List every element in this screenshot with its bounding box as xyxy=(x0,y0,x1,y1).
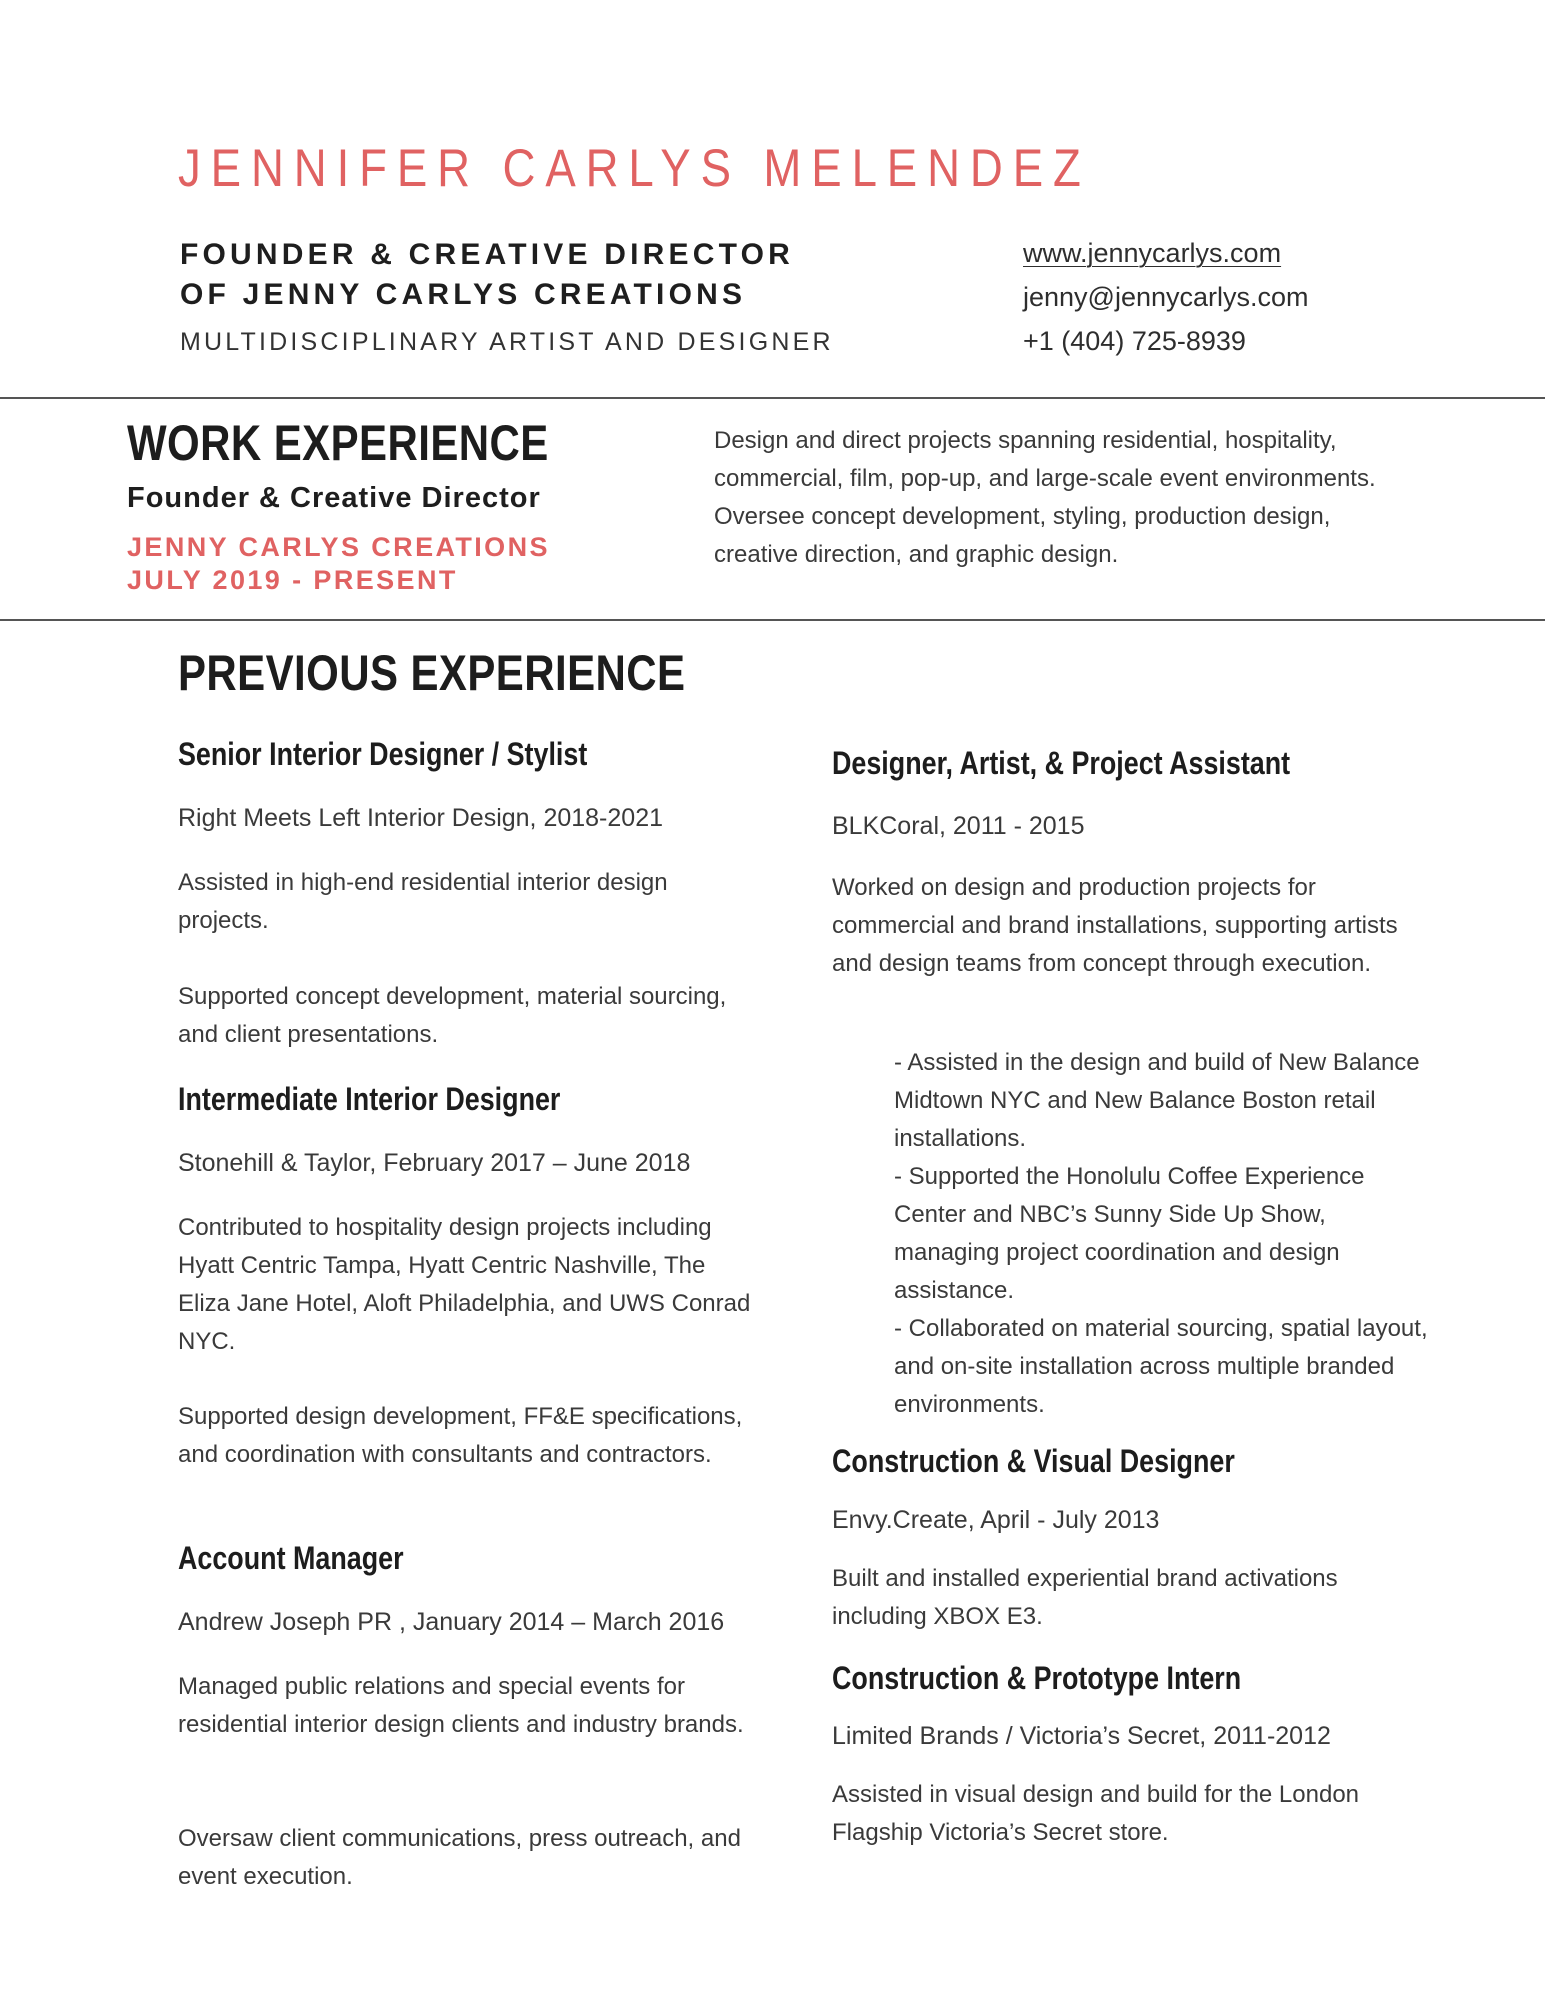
divider-bottom xyxy=(0,619,1545,621)
job-description: Managed public relations and special events for residential interior design clients and industry brands. xyxy=(178,1673,744,1738)
list-item: - Collaborated on material sourcing, spatial layout, and on-site installation across multiple branded environments. xyxy=(894,1315,1428,1418)
job-description: Contributed to hospitality design projects including Hyatt Centric Tampa, Hyatt Centric Nashville, The Eliza Jane Hotel, Aloft Philadelphia, and UWS Conrad NYC. xyxy=(178,1214,751,1355)
work-experience-heading: WORK EXPERIENCE xyxy=(127,415,549,471)
job-title-construction-prototype-intern: Construction & Prototype Intern xyxy=(832,1660,1242,1696)
divider-top xyxy=(0,397,1545,399)
job-description: Built and installed experiential brand activations including XBOX E3. xyxy=(832,1565,1338,1630)
job-title-construction-visual-designer: Construction & Visual Designer xyxy=(832,1443,1235,1479)
job-meta: Andrew Joseph PR , January 2014 – March 2016 xyxy=(178,1608,725,1636)
job-meta: Stonehill & Taylor, February 2017 – June 2018 xyxy=(178,1149,691,1177)
job-title-senior-interior-designer: Senior Interior Designer / Stylist xyxy=(178,736,588,772)
subtitle: MULTIDISCIPLINARY ARTIST AND DESIGNER xyxy=(180,328,834,356)
job-meta: BLKCoral, 2011 - 2015 xyxy=(832,812,1085,840)
current-role: Founder & Creative Director xyxy=(127,482,541,514)
job-description: Supported design development, FF&E specifications, and coordination with consultants and contractors. xyxy=(178,1403,743,1468)
job-meta: Right Meets Left Interior Design, 2018-2021 xyxy=(178,804,663,832)
job-title-account-manager: Account Manager xyxy=(178,1540,404,1576)
email-text: jenny@jennycarlys.com xyxy=(1023,282,1309,312)
job-meta: Limited Brands / Victoria’s Secret, 2011-2012 xyxy=(832,1722,1331,1750)
list-item: - Supported the Honolulu Coffee Experience Center and NBC’s Sunny Side Up Show, managing project coordination and design assistance. xyxy=(894,1163,1365,1304)
list-item: - Assisted in the design and build of New Balance Midtown NYC and New Balance Boston retail installations. xyxy=(894,1049,1420,1152)
job-description: Supported concept development, material sourcing, and client presentations. xyxy=(178,983,727,1048)
job-description: Assisted in high-end residential interior design projects. xyxy=(178,869,668,934)
current-dates: JULY 2019 - PRESENT xyxy=(127,565,458,595)
current-role-description: Design and direct projects spanning residential, hospitality, commercial, film, pop-up, and large-scale event environments. Oversee concept development, styling, production design, creative direction, and graphic design. xyxy=(714,427,1376,568)
job-title-line-2: OF JENNY CARLYS CREATIONS xyxy=(180,278,747,311)
job-description: Oversaw client communications, press outreach, and event execution. xyxy=(178,1825,741,1890)
website-link[interactable]: www.jennycarlys.com xyxy=(1023,238,1282,268)
job-title-designer-artist-project-assistant: Designer, Artist, & Project Assistant xyxy=(832,745,1291,781)
job-description: Assisted in visual design and build for the London Flagship Victoria’s Secret store. xyxy=(832,1781,1360,1846)
job-title-line-1: FOUNDER & CREATIVE DIRECTOR xyxy=(180,238,794,271)
previous-experience-heading: PREVIOUS EXPERIENCE xyxy=(178,645,686,701)
job-description: Worked on design and production projects for commercial and brand installations, supporting artists and design teams from concept through execution. xyxy=(832,874,1398,977)
job-meta: Envy.Create, April - July 2013 xyxy=(832,1506,1160,1534)
current-company: JENNY CARLYS CREATIONS xyxy=(127,532,550,562)
phone-text: +1 (404) 725-8939 xyxy=(1023,326,1246,356)
job-title-intermediate-interior-designer: Intermediate Interior Designer xyxy=(178,1081,561,1117)
resume-name: JENNIFER CARLYS MELENDEZ xyxy=(178,139,1091,198)
